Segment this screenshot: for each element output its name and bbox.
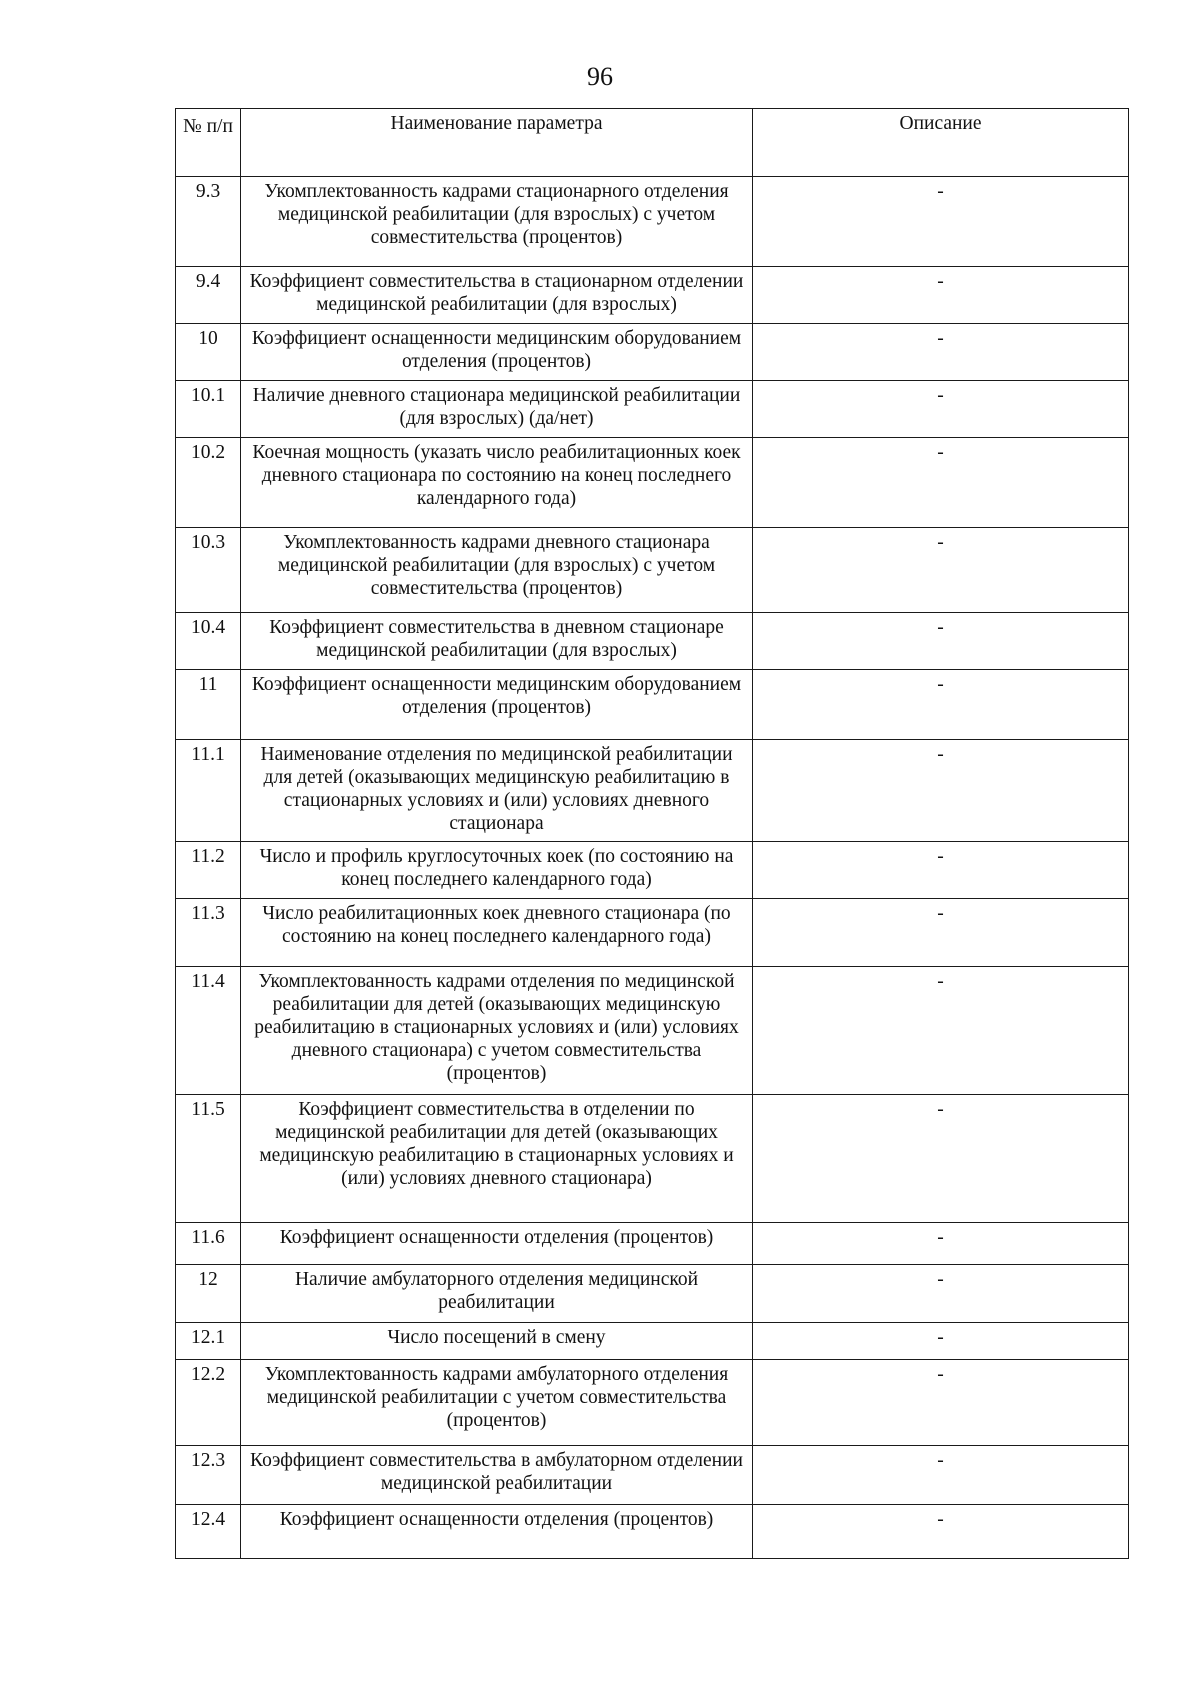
table-row — [176, 1505, 1129, 1559]
row-num: 12.4 — [176, 1505, 241, 1559]
row-num: 11 — [176, 670, 241, 740]
row-desc: - — [753, 528, 1129, 613]
row-desc: - — [753, 1323, 1129, 1360]
table-row — [176, 438, 1129, 528]
row-name: Укомплектованность кадрами отделения по медицинской реабилитации для детей (оказывающих медицинскую реабилитацию в стационарных условиях и (или) условиях дневного стационара) с учетом совместительства (процентов) — [241, 967, 753, 1095]
row-num: 11.5 — [176, 1095, 241, 1223]
row-num: 11.2 — [176, 842, 241, 899]
row-num: 11.4 — [176, 967, 241, 1095]
header-name: Наименование параметра — [241, 109, 753, 177]
row-name: Коэффициент совместительства в дневном стационаре медицинской реабилитации (для взрослых) — [241, 613, 753, 670]
table-row — [176, 1223, 1129, 1265]
row-num: 12.2 — [176, 1360, 241, 1446]
parameters-table — [175, 108, 1129, 1559]
row-name: Коэффициент оснащенности медицинским оборудованием отделения (процентов) — [241, 324, 753, 381]
row-num: 9.3 — [176, 177, 241, 267]
row-desc: - — [753, 1360, 1129, 1446]
row-name: Число посещений в смену — [241, 1323, 753, 1360]
table-row — [176, 1323, 1129, 1360]
row-desc: - — [753, 1095, 1129, 1223]
row-name: Коэффициент совместительства в отделении по медицинской реабилитации для детей (оказывающих медицинскую реабилитацию в стационарных условиях и (или) условиях дневного стационара) — [241, 1095, 753, 1223]
row-name: Коечная мощность (указать число реабилитационных коек дневного стационара по состоянию на конец последнего календарного года) — [241, 438, 753, 528]
row-name: Наличие дневного стационара медицинской реабилитации (для взрослых) (да/нет) — [241, 381, 753, 438]
row-num: 10.2 — [176, 438, 241, 528]
table-row — [176, 670, 1129, 740]
table-row — [176, 613, 1129, 670]
page-number: 96 — [587, 62, 613, 91]
row-desc: - — [753, 670, 1129, 740]
table-row — [176, 177, 1129, 267]
row-desc: - — [753, 438, 1129, 528]
table-row — [176, 740, 1129, 842]
table-row — [176, 1095, 1129, 1223]
row-name: Коэффициент оснащенности медицинским оборудованием отделения (процентов) — [241, 670, 753, 740]
row-name: Число и профиль круглосуточных коек (по состоянию на конец последнего календарного года) — [241, 842, 753, 899]
row-desc: - — [753, 324, 1129, 381]
row-name: Наименование отделения по медицинской реабилитации для детей (оказывающих медицинскую реабилитацию в стационарных условиях и (или) условиях дневного стационара — [241, 740, 753, 842]
row-name: Коэффициент совместительства в стационарном отделении медицинской реабилитации (для взрослых) — [241, 267, 753, 324]
header-num: № п/п — [176, 109, 241, 177]
row-num: 10.3 — [176, 528, 241, 613]
table-row — [176, 1446, 1129, 1505]
row-name: Наличие амбулаторного отделения медицинской реабилитации — [241, 1265, 753, 1323]
row-num: 10 — [176, 324, 241, 381]
table-row — [176, 381, 1129, 438]
table-row — [176, 267, 1129, 324]
row-num: 9.4 — [176, 267, 241, 324]
table-header-row — [176, 109, 1129, 177]
row-name: Укомплектованность кадрами дневного стационара медицинской реабилитации (для взрослых) с учетом совместительства (процентов) — [241, 528, 753, 613]
row-num: 11.3 — [176, 899, 241, 967]
row-desc: - — [753, 613, 1129, 670]
row-desc: - — [753, 1265, 1129, 1323]
table-row — [176, 1265, 1129, 1323]
row-num: 10.1 — [176, 381, 241, 438]
table-row — [176, 528, 1129, 613]
row-name: Коэффициент совместительства в амбулаторном отделении медицинской реабилитации — [241, 1446, 753, 1505]
row-name: Укомплектованность кадрами стационарного отделения медицинской реабилитации (для взрослых) с учетом совместительства (процентов) — [241, 177, 753, 267]
row-desc: - — [753, 740, 1129, 842]
row-desc: - — [753, 1505, 1129, 1559]
row-num: 11.1 — [176, 740, 241, 842]
row-desc: - — [753, 177, 1129, 267]
table-row — [176, 1360, 1129, 1446]
row-num: 10.4 — [176, 613, 241, 670]
row-num: 11.6 — [176, 1223, 241, 1265]
row-desc: - — [753, 967, 1129, 1095]
row-desc: - — [753, 899, 1129, 967]
table-row — [176, 842, 1129, 899]
row-num: 12.3 — [176, 1446, 241, 1505]
row-num: 12.1 — [176, 1323, 241, 1360]
row-name: Коэффициент оснащенности отделения (процентов) — [241, 1505, 753, 1559]
table-row — [176, 967, 1129, 1095]
row-desc: - — [753, 267, 1129, 324]
table-row — [176, 899, 1129, 967]
table-row — [176, 324, 1129, 381]
row-name: Укомплектованность кадрами амбулаторного отделения медицинской реабилитации с учетом совместительства (процентов) — [241, 1360, 753, 1446]
row-desc: - — [753, 1223, 1129, 1265]
header-desc: Описание — [753, 109, 1129, 177]
row-desc: - — [753, 842, 1129, 899]
row-name: Коэффициент оснащенности отделения (процентов) — [241, 1223, 753, 1265]
row-desc: - — [753, 1446, 1129, 1505]
row-name: Число реабилитационных коек дневного стационара (по состоянию на конец последнего календарного года) — [241, 899, 753, 967]
row-desc: - — [753, 381, 1129, 438]
row-num: 12 — [176, 1265, 241, 1323]
